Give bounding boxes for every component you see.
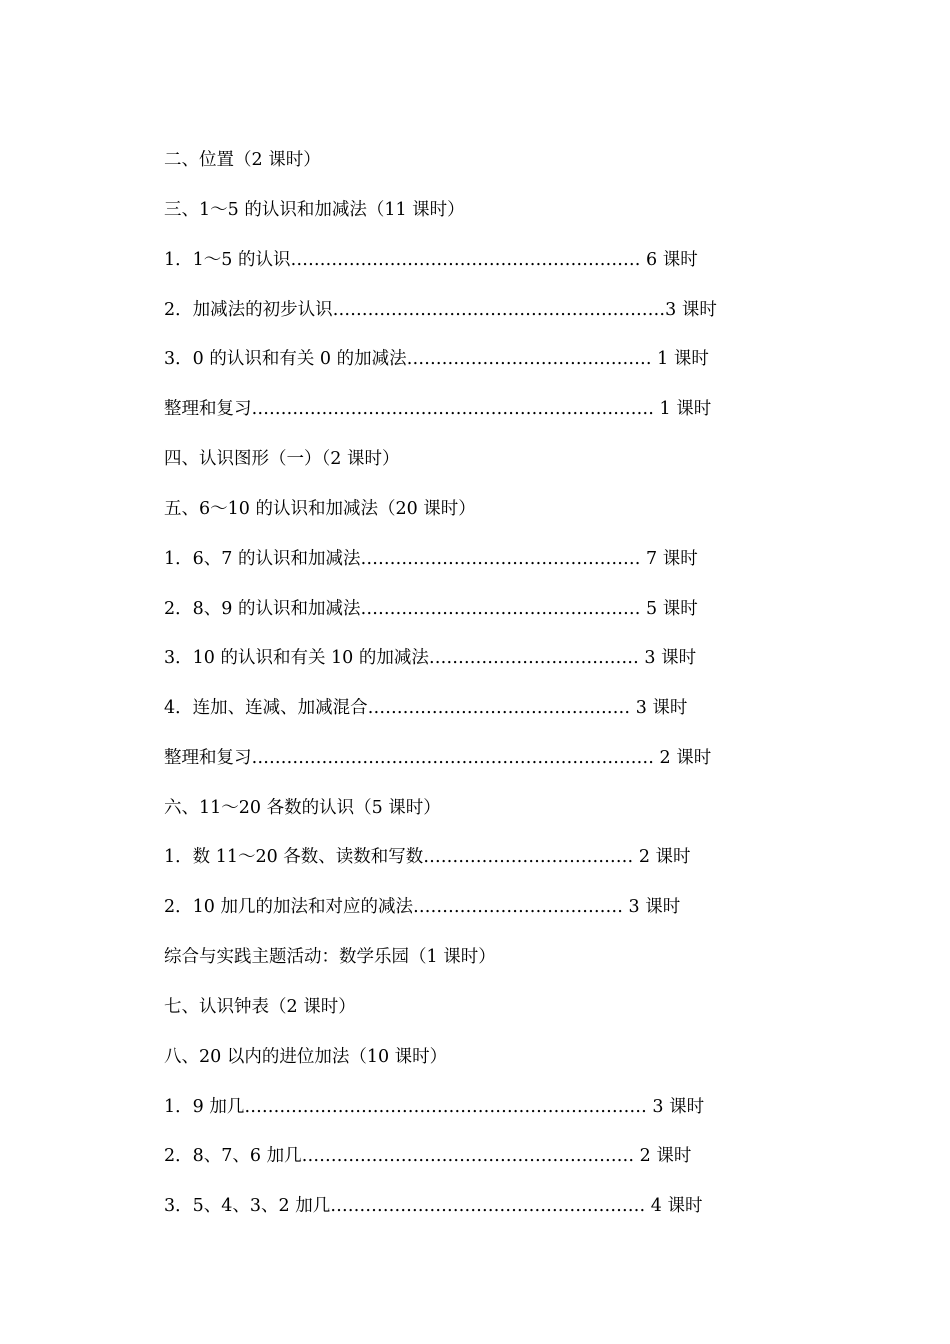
- section-heading: 七、认识钟表（2 课时）: [164, 997, 356, 1017]
- toc-entry: 3．5、4、3、2 加几……………………………………………… 4 课时: [164, 1196, 703, 1216]
- toc-entry: 3．0 的认识和有关 0 的加减法…………………………………… 1 课时: [164, 349, 709, 369]
- toc-entry: 2．10 加几的加法和对应的减法……………………………… 3 课时: [164, 897, 681, 917]
- toc-entry: 4．连加、连减、加减混合……………………………………… 3 课时: [164, 698, 688, 718]
- toc-entry: 2．8、9 的认识和加减法………………………………………… 5 课时: [164, 599, 698, 619]
- toc-entry: 2．加减法的初步认识…………………………………………………3 课时: [164, 300, 717, 320]
- toc-entry: 1．1～5 的认识…………………………………………………… 6 课时: [164, 250, 698, 270]
- section-heading: 八、20 以内的进位加法（10 课时）: [164, 1047, 448, 1067]
- toc-entry: 2．8、7、6 加几………………………………………………… 2 课时: [164, 1146, 692, 1166]
- section-heading: 二、位置（2 课时）: [164, 150, 321, 170]
- section-heading: 四、认识图形（一）（2 课时）: [164, 449, 400, 469]
- toc-entry: 整理和复习…………………………………………………………… 2 课时: [164, 748, 712, 768]
- toc-entry: 1．6、7 的认识和加减法………………………………………… 7 课时: [164, 549, 698, 569]
- section-heading: 三、1～5 的认识和加减法（11 课时）: [164, 200, 465, 220]
- toc-entry: 1．数 11～20 各数、读数和写数……………………………… 2 课时: [164, 847, 691, 867]
- toc-entry: 整理和复习…………………………………………………………… 1 课时: [164, 399, 712, 419]
- section-heading: 综合与实践主题活动：数学乐园（1 课时）: [164, 947, 496, 967]
- section-heading: 五、6～10 的认识和加减法（20 课时）: [164, 499, 476, 519]
- section-heading: 六、11～20 各数的认识（5 课时）: [164, 798, 441, 818]
- toc-entry: 1．9 加几…………………………………………………………… 3 课时: [164, 1097, 705, 1117]
- toc-entry: 3．10 的认识和有关 10 的加减法……………………………… 3 课时: [164, 648, 697, 668]
